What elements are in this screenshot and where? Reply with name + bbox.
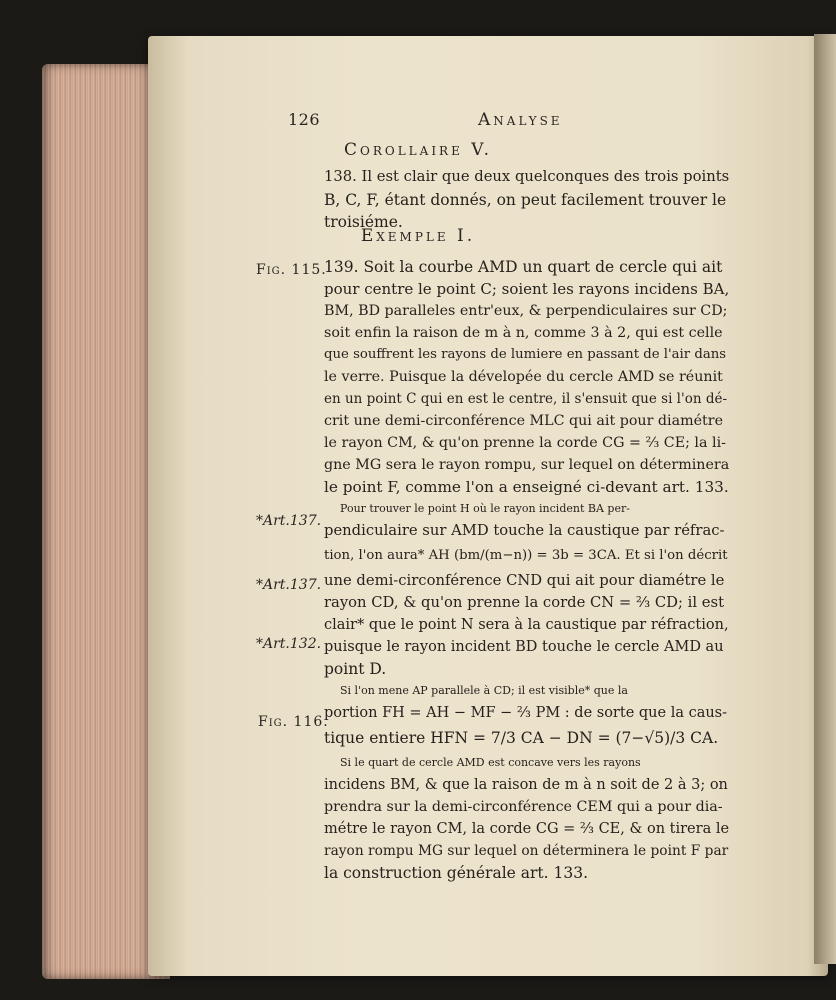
text-line: puisque le rayon incident BD touche le cercle AMD au [324,639,724,655]
text-line: Si le quart de cercle AMD est concave vers les rayons [340,756,641,769]
text-line: Pour trouver le point H où le rayon incident BA per- [340,502,630,515]
text-line: rayon rompu MG sur lequel on déterminera le point F par [324,843,729,859]
text-line: crit une demi-circonférence MLC qui ait pour diamétre [324,413,724,429]
margin-note: *Art.137. [256,577,322,593]
text-line: une demi-circonférence CND qui ait pour diamétre le [324,572,725,589]
text-line: la construction générale art. 133. [324,864,589,882]
text-line: portion FH = AH − MF − ⅔ PM : de sorte que la caus- [324,705,728,721]
facing-page-edge [814,34,836,964]
text-line: le verre. Puisque la dévelopée du cercle AMD se réunit [324,369,723,385]
text-line: métre le rayon CM, la corde CG = ⅔ CE, & on tirera le [324,821,730,837]
text-line: incidens BM, & que la raison de m à n soit de 2 à 3; on [324,777,728,793]
text-line: BM, BD paralleles entr'eux, & perpendiculaires sur CD; [324,303,728,319]
heading-corollaire: Corollaire V. [344,140,492,160]
text-line: tion, l'on aura* AH (bm/(m−n)) = 3b = 3CA. Et si l'on décrit [324,548,728,563]
text-line: gne MG sera le rayon rompu, sur lequel on déterminera [324,457,730,473]
text-line: 139. Soit la courbe AMD un quart de cercle qui ait [324,258,723,276]
text-line: B, C, F, étant donnés, on peut facilement trouver le [324,191,727,209]
text-line: clair* que le point N sera à la caustique par réfraction, [324,617,729,633]
text-line: pour centre le point C; soient les rayons incidens BA, [324,280,730,298]
page-number: 126 [288,110,321,129]
text-line: rayon CD, & qu'on prenne la corde CN = ⅔ CD; il est [324,594,725,611]
margin-note: Fig. 115. [256,262,327,278]
text-line: soit enfin la raison de m à n, comme 3 à 2, qui est celle [324,325,723,341]
text-line: point D. [324,660,387,678]
text-line: en un point C qui en est le centre, il s'ensuit que si l'on dé- [324,391,728,407]
text-line: le rayon CM, & qu'on prenne la corde CG = ⅔ CE; la li- [324,435,726,451]
text-line: Si l'on mene AP parallele à CD; il est visible* que la [340,684,628,697]
running-title: Analyse [478,110,563,130]
text-line: prendra sur la demi-circonférence CEM qui a pour dia- [324,799,723,815]
text-line: troisiéme. [324,213,403,231]
heading-exemple: Exemple I. [360,226,476,246]
text-line: pendiculaire sur AMD touche la caustique par réfrac- [324,522,725,539]
text-line: 138. Il est clair que deux quelconques des trois points [324,168,730,185]
margin-note: Fig. 116. [258,714,329,730]
margin-note: *Art.137. [256,513,322,529]
text-line: le point F, comme l'on a enseigné ci-devant art. 133. [324,478,729,496]
margin-note: *Art.132. [256,636,322,652]
text-line: tique entiere HFN = 7/3 CA − DN = (7−√5)/3 CA. [324,729,719,747]
text-line: que souffrent les rayons de lumiere en passant de l'air dans [324,347,727,362]
